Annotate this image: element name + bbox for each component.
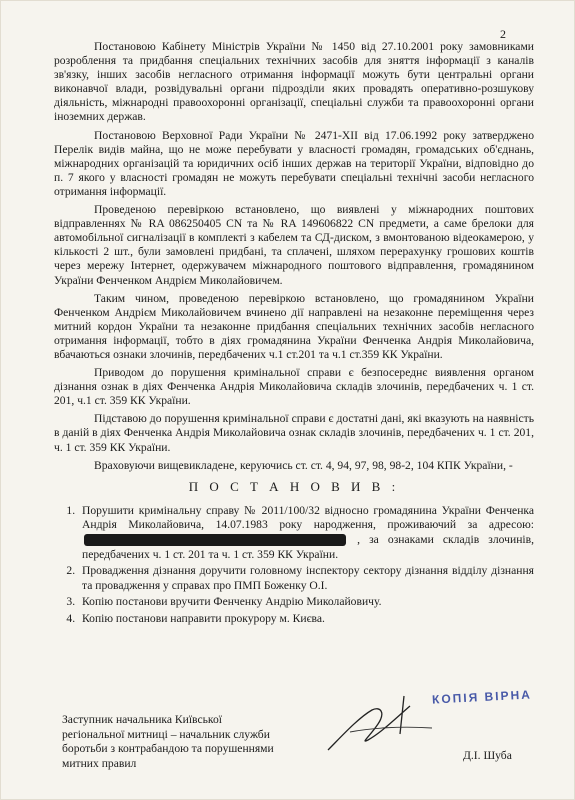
paragraph-conclusion: Таким чином, проведеною перевіркою встановлено, що громадянином України Фенченком Андрієм Миколайовичем вчинено дії направлені на незаконне переміщення через митний кордон України та незаконне придбання спеціальних технічних засобів негласного отримання інформації, тобто в діях громадянина України Фенченка Андрія Миколайовича, вбачаються ознаки злочинів, передбачених ч.1 ст.201 та ч.1 ст.359 КК України. <box>54 291 534 361</box>
resolution-item-2: 2. Провадження дізнання доручити головному інспектору сектору дізнання відділу дізнання та провадження у справах про ПМП Боженку О.І. <box>78 564 534 593</box>
certified-copy-stamp: КОПІЯ ВІРНА <box>431 687 533 707</box>
paragraph-inspection-findings: Проведеною перевіркою встановлено, що виявлені у міжнародних поштових відправленнях № RA 086250405 CN та № RA 149606822 CN предмети, а саме брелоки для автомобільної сигналізації в комплекті з кабелем та СД-диском, з вмонтованою відеокамерою, у кількості 2 шт., були замовлені придбані, та сплачені, шляхом перерахунку грошових коштів через мережу Інтернет, одержувачем міжнародного поштового відправлення, громадянином України Фенченком Андрієм Миколайовичем. <box>54 203 534 287</box>
paragraph-parliament-resolution: Постановою Верховної Ради України № 2471-XII від 17.06.1992 року затверджено Перелік видів майна, що не може перебувати у власності громадян, громадських об'єднань, міжнародних організацій та юридичних осіб інших держав на території України, відповідно до п. 7 якого у власності громадян не можуть перебувати спеціальні технічні засоби негласного отримання інформації. <box>54 128 534 198</box>
paragraph-reason: Приводом до порушення кримінальної справи є безпосереднє виявлення органом дізнання ознак в діях Фенченка Андрія Миколайовича складів злочинів, передбачених ч. 1 ст. 201, ч.1 ст. 359 КК України. <box>54 366 534 408</box>
document-body <box>54 40 534 629</box>
resolution-item-3: 3. Копію постанови вручити Фенченку Андрію Миколайовичу. <box>78 595 534 610</box>
resolution-item-1-text-end: , за ознаками складів злочинів, передбачених ч. 1 ст. 201 та ч. 1 ст. 359 КК України. <box>82 533 534 561</box>
resolution-item-1-text: Порушити кримінальну справу № 2011/100/32 відносно громадянина України Фенченка Андрія Миколайовича, 14.07.1983 року народження, проживаючий за адресою: <box>82 503 534 532</box>
page-number: 2 <box>500 27 506 41</box>
resolution-item-1 <box>78 504 534 562</box>
resolution-heading: П О С Т А Н О В И В : <box>188 478 400 494</box>
paragraph-grounds: Підставою до порушення кримінальної справи є достатні дані, які вказують на наявність в даній в діях Фенченка Андрія Миколайовича ознак складів злочинів, передбачених ч. 1 ст. 201, ч. 1 ст. 359 КК України. <box>54 412 534 454</box>
signature-icon <box>320 688 440 763</box>
paragraph-cabinet-resolution: Постановою Кабінету Міністрів України № 1450 від 27.10.2001 року замовниками розроблення та придбання спеціальних технічних засобів для зняття інформації з каналів зв'язку, інших засобів негласного отримання інформації можуть бути центральні органи виконавчої влади, розвідувальні органи підрозділи яких провадять оперативно-розшукову діяльність, міжнародні правоохоронні організації, спеціальні служби та правоохоронні органи іноземних держав. <box>54 40 534 124</box>
redacted-address-block <box>84 534 346 546</box>
resolution-list <box>54 504 534 627</box>
resolution-item-4: 4. Копію постанови направити прокурору м. Києва. <box>78 612 534 627</box>
signer-title: Заступник начальника Київської регіональної митниці – начальник служби боротьби з контрабандою та порушеннями митних правил <box>62 713 274 770</box>
paragraph-legal-basis: Враховуючи вищевикладене, керуючись ст. ст. 4, 94, 97, 98, 98-2, 104 КПК України, - <box>94 458 513 472</box>
signer-name: Д.І. Шуба <box>463 749 512 762</box>
